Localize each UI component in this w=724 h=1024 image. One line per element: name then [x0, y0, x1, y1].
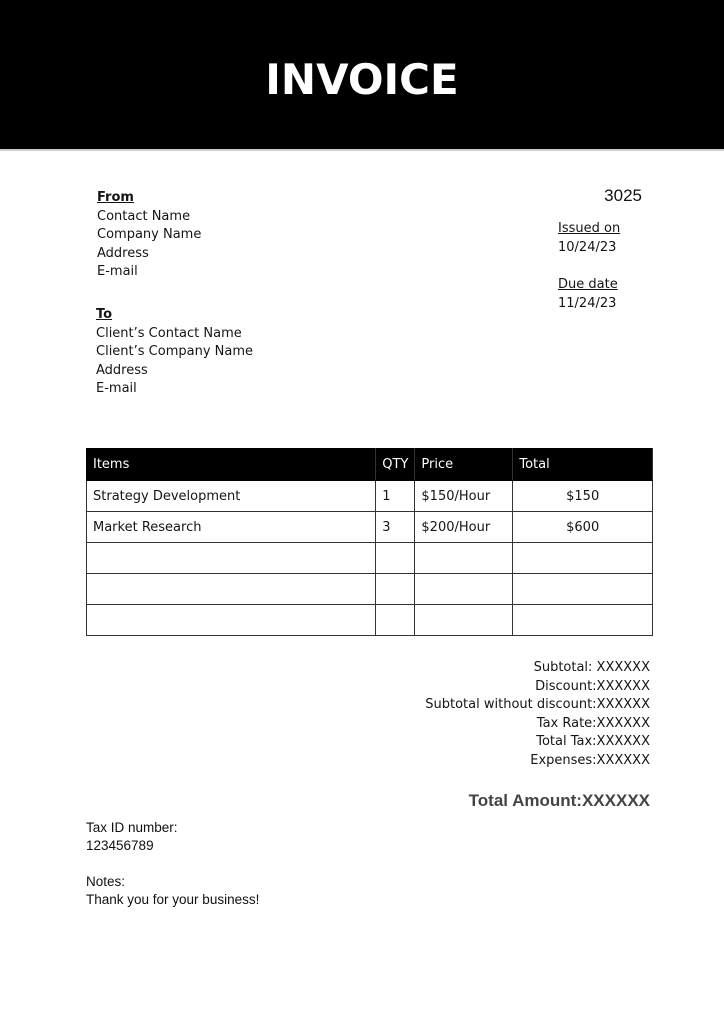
cell-qty	[376, 543, 415, 574]
to-contact-name: Client’s Contact Name	[96, 325, 242, 341]
from-label: From	[97, 190, 134, 205]
cell-item: Market Research	[87, 512, 376, 543]
invoice-number: 3025	[604, 186, 642, 205]
issued-date: 10/24/23	[558, 239, 617, 255]
from-section	[97, 189, 201, 282]
notes-section	[86, 873, 259, 909]
to-email: E-mail	[96, 381, 137, 397]
cell-item	[87, 605, 376, 636]
items-table	[86, 448, 653, 636]
to-address: Address	[96, 362, 148, 378]
cell-total	[513, 605, 653, 636]
cell-total: $600	[513, 512, 653, 543]
from-company-name: Company Name	[97, 227, 202, 243]
table-row	[87, 574, 653, 605]
cell-item: Strategy Development	[87, 481, 376, 512]
from-address: Address	[97, 245, 149, 261]
total-amount: Total Amount:XXXXXX	[468, 791, 650, 810]
invoice-title: INVOICE	[265, 55, 459, 104]
issued-section	[558, 220, 620, 257]
header-items: Items	[87, 449, 376, 481]
cell-price	[415, 574, 513, 605]
tax-id-value: 123456789	[86, 838, 154, 853]
cell-item	[87, 543, 376, 574]
cell-price	[415, 605, 513, 636]
cell-total	[513, 543, 653, 574]
table-row	[87, 481, 653, 512]
table-row	[87, 512, 653, 543]
expenses-line: Expenses:XXXXXX	[530, 752, 650, 768]
header-total: Total	[513, 449, 653, 481]
cell-item	[87, 574, 376, 605]
cell-qty: 3	[376, 512, 415, 543]
discount-line: Discount:XXXXXX	[535, 678, 650, 694]
cell-price: $150/Hour	[415, 481, 513, 512]
cell-total: $150	[513, 481, 653, 512]
cell-qty: 1	[376, 481, 415, 512]
summary-section	[425, 659, 650, 771]
to-company-name: Client’s Company Name	[96, 344, 254, 360]
tax-id-section	[86, 819, 178, 855]
cell-total	[513, 574, 653, 605]
notes-text: Thank you for your business!	[86, 892, 260, 907]
tax-rate-line: Tax Rate:XXXXXX	[536, 715, 650, 731]
to-section	[96, 306, 253, 399]
due-section	[558, 276, 618, 313]
cell-qty	[376, 574, 415, 605]
cell-qty	[376, 605, 415, 636]
to-label: To	[96, 307, 113, 322]
table-header-row	[87, 449, 653, 481]
from-email: E-mail	[97, 264, 138, 280]
tax-id-label: Tax ID number:	[86, 820, 178, 835]
total-tax-line: Total Tax:XXXXXX	[536, 734, 650, 750]
issued-label: Issued on	[558, 221, 621, 236]
cell-price: $200/Hour	[415, 512, 513, 543]
notes-label: Notes:	[86, 874, 126, 889]
due-label: Due date	[558, 277, 618, 292]
subtotal-line: Subtotal: XXXXXX	[533, 660, 650, 675]
header-banner	[0, 0, 724, 151]
header-qty: QTY	[376, 449, 415, 481]
header-price: Price	[415, 449, 513, 481]
table-row	[87, 543, 653, 574]
cell-price	[415, 543, 513, 574]
subtotal-without-discount-line: Subtotal without discount:XXXXXX	[425, 697, 650, 713]
due-date: 11/24/23	[558, 295, 617, 311]
from-contact-name: Contact Name	[97, 208, 191, 224]
table-row	[87, 605, 653, 636]
